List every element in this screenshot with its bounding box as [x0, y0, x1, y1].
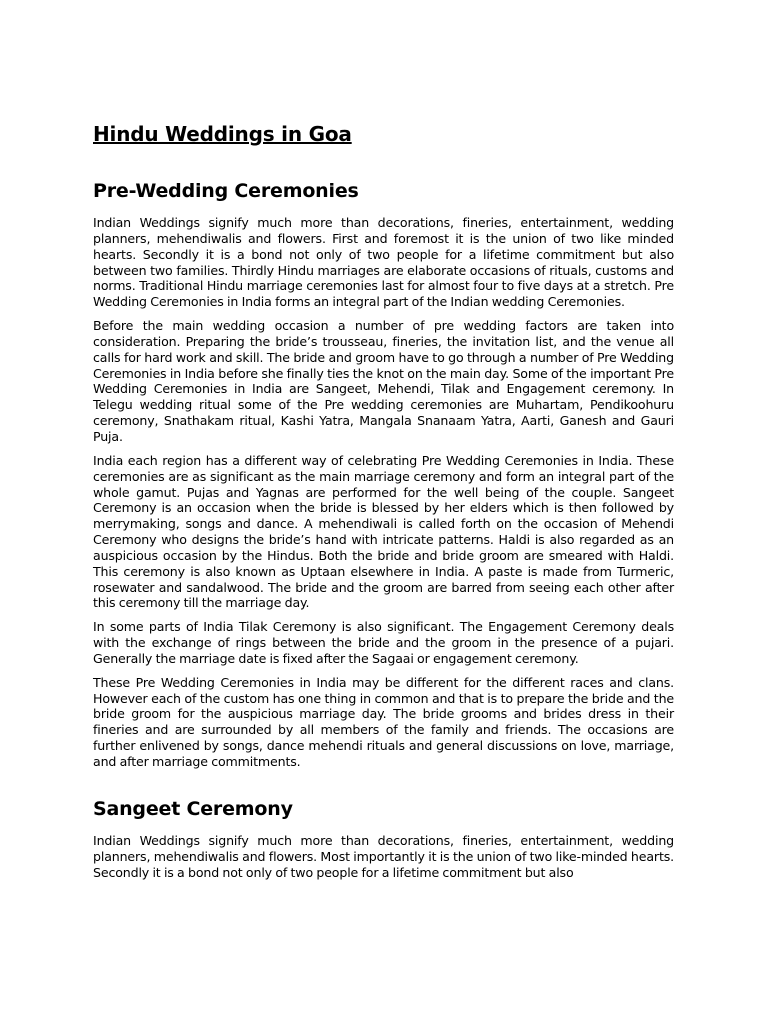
- paragraph-sangeet-1: Indian Weddings signify much more than decorations, fineries, entertainment, wedding planners, mehendiwalis and flowers. Most importantly it is the union of two like-minded hearts. Secondly it is a bond not only of two people for a lifetime commitment but also: [93, 832, 674, 880]
- paragraph-pre-wedding-4: In some parts of India Tilak Ceremony is also significant. The Engagement Ceremony deals with the exchange of rings between the bride and the groom in the presence of a pujari. Generally the marriage date is fixed after the Sagaai or engagement ceremony.: [93, 619, 674, 666]
- section-heading-pre-wedding: Pre-Wedding Ceremonies: [93, 180, 359, 202]
- paragraph-pre-wedding-2: Before the main wedding occasion a number of pre wedding factors are taken into consideration. Preparing the bride’s trousseau, fineries, the invitation list, and the venue all calls for hard work and skill. The bride and groom have to go through a number of Pre Wedding Ceremonies in India before she finally ties the knot on the main day. Some of the important Pre Wedding Ceremonies in India are Sangeet, Mehendi, Tilak and Engagement ceremony. In Telegu wedding ritual some of the Pre wedding ceremonies are Muhartam, Pendikoohuru ceremony, Snathakam ritual, Kashi Yatra, Mangala Snanaam Yatra, Aarti, Ganesh and Gauri Puja.: [93, 318, 674, 444]
- document-title: Hindu Weddings in Goa: [93, 122, 352, 146]
- paragraph-pre-wedding-1: Indian Weddings signify much more than decorations, fineries, entertainment, wedding planners, mehendiwalis and flowers. First and foremost it is the union of two like minded hearts. Secondly it is a bond not only of two people for a lifetime commitment but also between two families. Thirdly Hindu marriages are elaborate occasions of rituals, customs and norms. Traditional Hindu marriage ceremonies last for almost four to five days at a stretch. Pre Wedding Ceremonies in India forms an integral part of the Indian wedding Ceremonies.: [93, 215, 674, 310]
- paragraph-pre-wedding-3: India each region has a different way of celebrating Pre Wedding Ceremonies in India. These ceremonies are as significant as the main marriage ceremony and form an integral part of the whole gamut. Pujas and Yagnas are performed for the well being of the couple. Sangeet Ceremony is an occasion when the bride is blessed by her elders which is then followed by merrymaking, songs and dance. A mehendiwali is called forth on the occasion of Mehendi Ceremony who designs the bride’s hand with intricate patterns. Haldi is also regarded as an auspicious occasion by the Hindus. Both the bride and bride groom are smeared with Haldi. This ceremony is also known as Uptaan elsewhere in India. A paste is made from Turmeric, rosewater and sandalwood. The bride and the groom are barred from seeing each other after this ceremony till the marriage day.: [93, 452, 674, 611]
- document-page: [93, 120, 674, 888]
- paragraph-pre-wedding-5: These Pre Wedding Ceremonies in India may be different for the different races and clans. However each of the custom has one thing in common and that is to prepare the bride and the bride groom for the auspicious marriage day. The bride grooms and brides dress in their fineries and are surrounded by all members of the family and friends. The occasions are further enlivened by songs, dance mehendi rituals and general discussions on love, marriage, and after marriage commitments.: [93, 674, 674, 769]
- section-heading-sangeet: Sangeet Ceremony: [93, 797, 293, 820]
